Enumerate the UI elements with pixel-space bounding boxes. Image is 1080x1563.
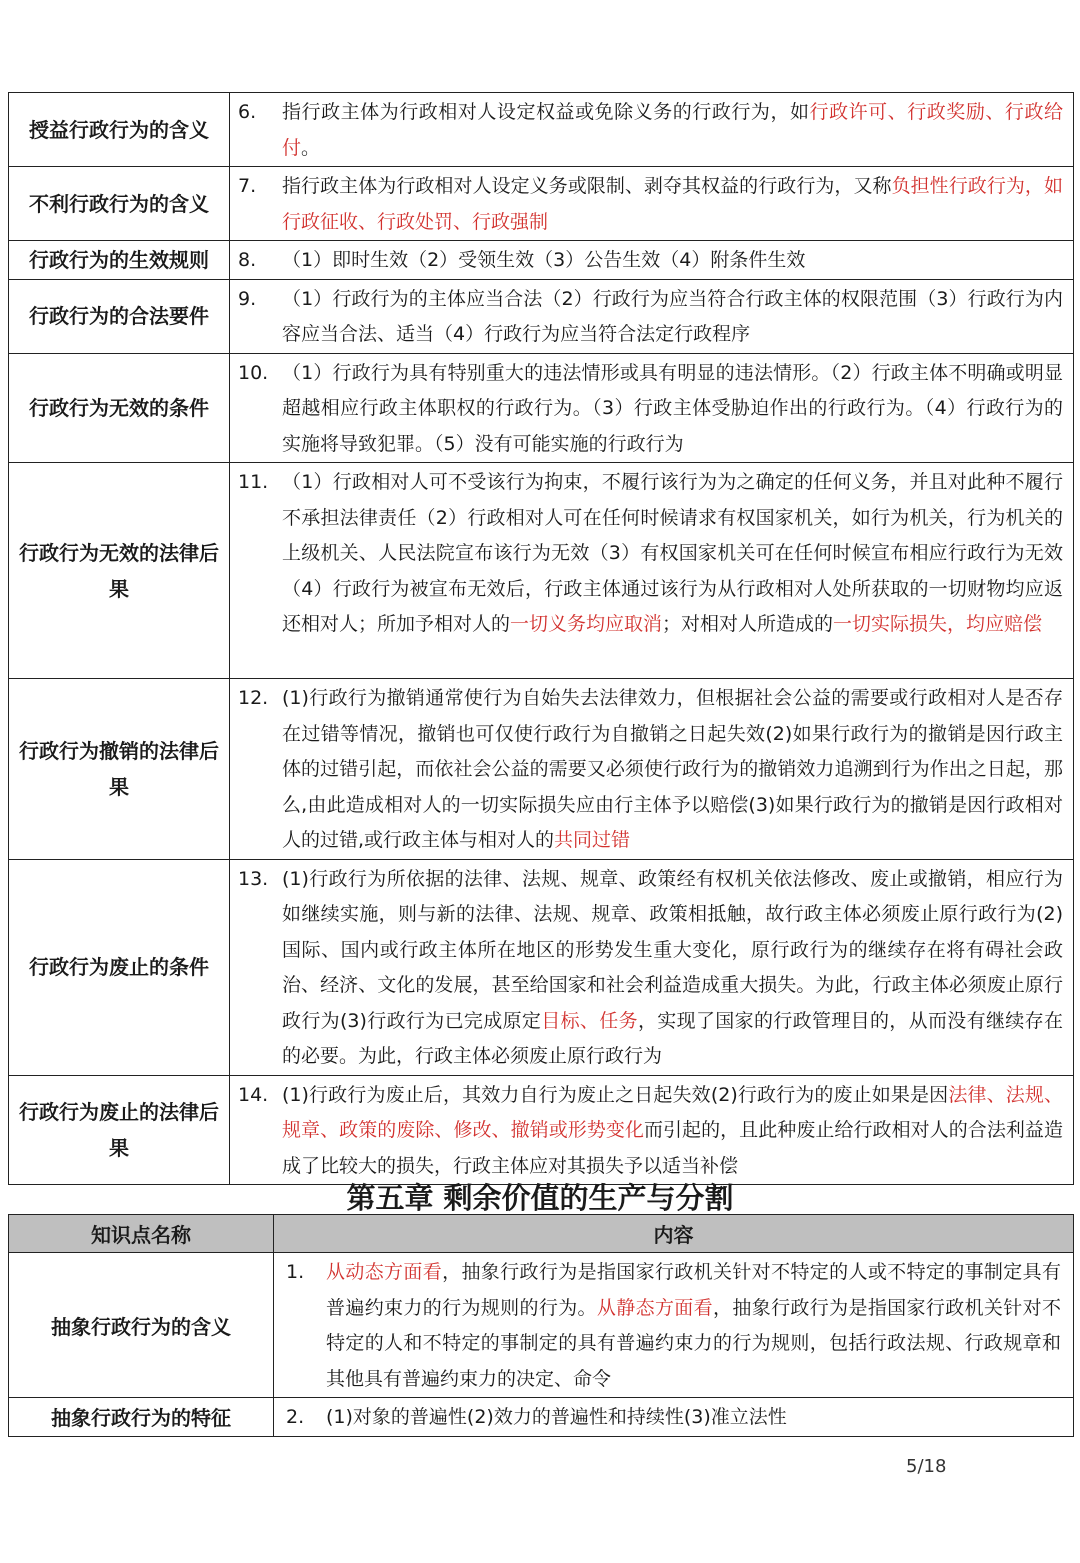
row-label: 抽象行政行为的特征 xyxy=(9,1398,274,1437)
table-row xyxy=(9,93,1074,167)
table-row xyxy=(9,679,1074,860)
table-row xyxy=(9,241,1074,280)
header-name: 知识点名称 xyxy=(9,1215,274,1253)
item-number: 10. xyxy=(238,361,269,384)
content-text: （1）行政行为具有特别重大的违法情形或具有明显的违法情形。（2）行政主体不明确或明显超越相应行政主体职权的行政行为。（3）行政主体受胁迫作出的行政行为。（4）行政行为的实施将导致犯罪。（5）没有可能实施的行政行为 xyxy=(282,361,1063,455)
content-text: （1）行政相对人可不受该行为拘束，不履行该行为为之确定的任何义务，并且对此种不履行不承担法律责任（2）行政相对人可在任何时候请求有权国家机关，如行为机关，行为机关的上级机关、人民法院宣布该行为无效（3）有权国家机关可在任何时候宣布相应行政行为无效（4）行政行为被宣布无效后，行政主体通过该行为从行政相对人处所获取的一切财物均应返还相对人；所加予相对人的一切义务均应取消；对相对人所造成的一切实际损失，均应赔偿 xyxy=(282,471,1063,635)
row-content xyxy=(274,1398,1074,1437)
row-content xyxy=(230,463,1074,679)
item-number: 8. xyxy=(238,249,257,271)
item-number: 13. xyxy=(238,867,269,890)
row-content xyxy=(230,353,1074,463)
row-content xyxy=(230,679,1074,860)
knowledge-table-1 xyxy=(8,92,1074,1185)
content-text: (1)行政行为所依据的法律、法规、规章、政策经有权机关依法修改、废止或撤销，相应行为如继续实施，则与新的法律、法规、规章、政策相抵触，故行政主体必须废止原行政行为(2)国际、国内或行政主体所在地区的形势发生重大变化，原行政行为的继续存在将有碍社会政治、经济、文化的发展，甚至给国家和社会利益造成重大损失。为此，行政主体必须废止原行政行为(3)行政行为已完成原定目标、任务，实现了国家的行政管理目的，从而没有继续存在的必要。为此，行政主体必须废止原行政行为 xyxy=(282,867,1063,1067)
row-content xyxy=(230,241,1074,280)
content-text: 指行政主体为行政相对人设定权益或免除义务的行政行为，如行政许可、行政奖励、行政给付。 xyxy=(282,101,1063,159)
table-header-row xyxy=(9,1215,1074,1253)
table-row xyxy=(9,1253,1074,1398)
table-row xyxy=(9,1398,1074,1437)
content-text: （1）即时生效（2）受领生效（3）公告生效（4）附条件生效 xyxy=(282,249,806,271)
row-label: 行政行为的合法要件 xyxy=(9,279,230,353)
page-number: 5/18 xyxy=(906,1456,947,1477)
row-content xyxy=(230,167,1074,241)
content-text: (1)行政行为废止后，其效力自行为废止之日起失效(2)行政行为的废止如果是因法律、法规、规章、政策的废除、修改、撤销或形势变化而引起的，且此种废止给行政相对人的合法利益造成了比较大的损失，行政主体应对其损失予以适当补偿 xyxy=(282,1083,1063,1177)
row-content xyxy=(274,1253,1074,1398)
row-label: 行政行为废止的条件 xyxy=(9,859,230,1075)
content-text: （1）行政行为的主体应当合法（2）行政行为应当符合行政主体的权限范围（3）行政行为内容应当合法、适当（4）行政行为应当符合法定行政程序 xyxy=(282,287,1063,345)
row-content xyxy=(230,1075,1074,1185)
row-label: 行政行为废止的法律后果 xyxy=(9,1075,230,1185)
item-number: 11. xyxy=(238,471,269,493)
item-number: 6. xyxy=(238,101,257,123)
item-number: 1. xyxy=(286,1261,305,1283)
row-label: 行政行为无效的法律后果 xyxy=(9,463,230,679)
row-label: 行政行为撤销的法律后果 xyxy=(9,679,230,860)
item-number: 14. xyxy=(238,1083,269,1106)
item-number: 12. xyxy=(238,687,269,709)
chapter-title: 第五章 剩余价值的生产与分割 xyxy=(346,1181,734,1215)
row-content xyxy=(230,93,1074,167)
table-row xyxy=(9,1075,1074,1185)
content-text: (1)行政行为撤销通常使行为自始失去法律效力，但根据社会公益的需要或行政相对人是否存在过错等情况，撤销也可仅使行政行为自撤销之日起失效(2)如果行政行为的撤销是因行政主体的过错引起，而依社会公益的需要又必须使行政行为的撤销效力追溯到行为作出之日起，那么,由此造成相对人的一切实际损失应由行主体予以赔偿(3)如果行政行为的撤销是因行政相对人的过错,或行政主体与相对人的共同过错 xyxy=(282,687,1063,851)
content-text: 指行政主体为行政相对人设定义务或限制、剥夺其权益的行政行为，又称负担性行政行为，如行政征收、行政处罚、行政强制 xyxy=(282,175,1063,233)
table-row xyxy=(9,859,1074,1075)
row-content xyxy=(230,859,1074,1075)
row-label: 授益行政行为的含义 xyxy=(9,93,230,167)
row-label: 抽象行政行为的含义 xyxy=(9,1253,274,1398)
table-row xyxy=(9,353,1074,463)
item-number: 9. xyxy=(238,287,257,310)
table-row xyxy=(9,279,1074,353)
row-label: 行政行为的生效规则 xyxy=(9,241,230,280)
table-row xyxy=(9,463,1074,679)
row-label: 行政行为无效的条件 xyxy=(9,353,230,463)
header-content: 内容 xyxy=(274,1215,1074,1253)
content-text: 从动态方面看，抽象行政行为是指国家行政机关针对不特定的人或不特定的事制定具有普遍约束力的行为规则的行为。从静态方面看，抽象行政行为是指国家行政机关针对不特定的人和不特定的事制定的具有普遍约束力的行为规则，包括行政法规、行政规章和其他具有普遍约束力的决定、命令 xyxy=(326,1261,1061,1390)
content-text: (1)对象的普遍性(2)效力的普遍性和持续性(3)准立法性 xyxy=(326,1406,787,1428)
item-number: 2. xyxy=(286,1406,305,1428)
row-content xyxy=(230,279,1074,353)
item-number: 7. xyxy=(238,175,257,197)
row-label: 不利行政行为的含义 xyxy=(9,167,230,241)
knowledge-table-2 xyxy=(8,1214,1074,1437)
table-row xyxy=(9,167,1074,241)
